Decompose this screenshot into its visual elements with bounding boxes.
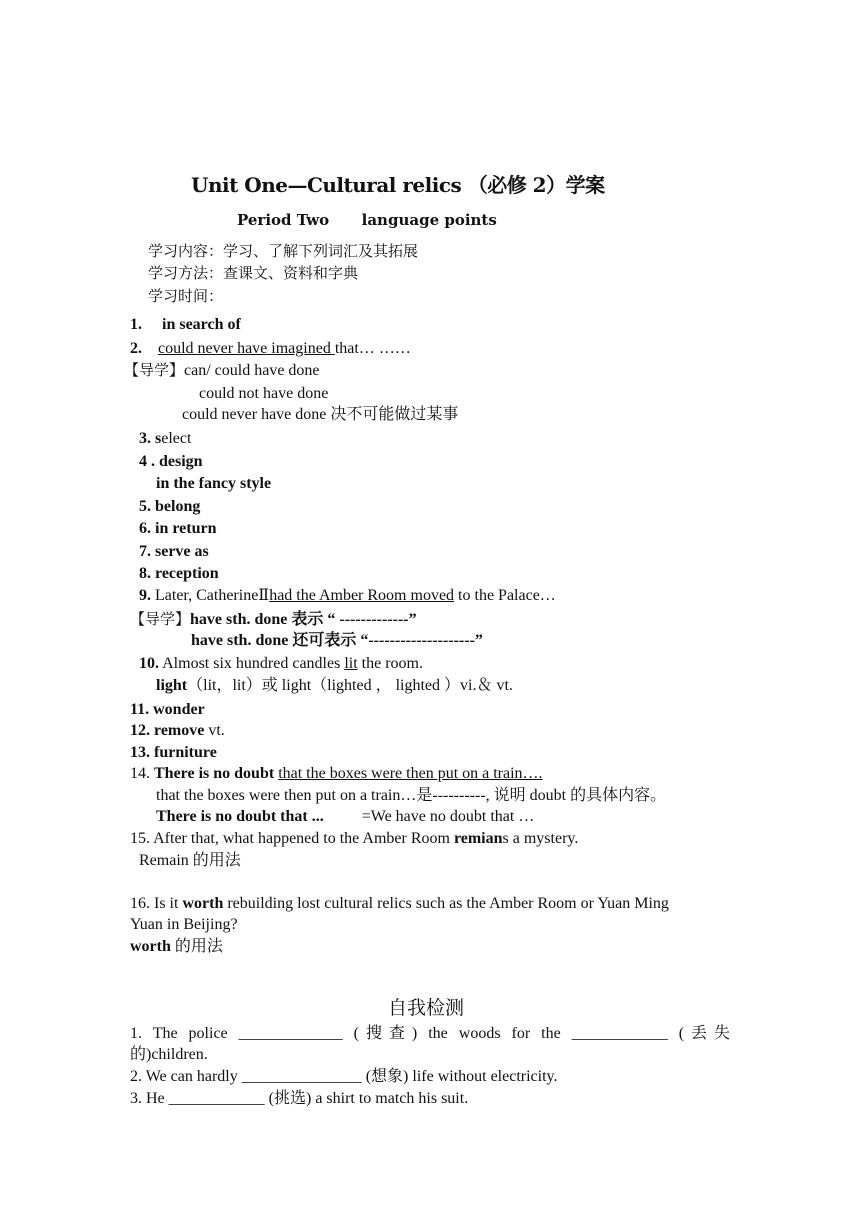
item-14 — [130, 764, 543, 784]
item-16-line-2: Yuan in Beijing? — [130, 916, 238, 933]
item-10 — [139, 654, 423, 674]
item-11: 11. wonder — [130, 701, 205, 718]
item-text-end: rebuilding lost cultural relics such as the Amber Room or Yuan Ming — [223, 895, 669, 912]
study-method: 学习方法：查课文、资料和字典 — [148, 264, 359, 282]
item-15-sub: Remain 的用法 — [139, 852, 241, 869]
guide-line-3: could never have done 决不可能做过某事 — [182, 406, 459, 423]
item-underlined-text: had the Amber Room moved — [269, 587, 455, 604]
study-content: 学习内容：学习、了解下列词汇及其拓展 — [148, 242, 419, 260]
item-10-sub — [156, 676, 513, 696]
item-bold-text: 3. s — [139, 430, 162, 447]
item-bold-text: remian — [453, 830, 503, 847]
item-text-end: to the Palace… — [454, 587, 556, 604]
item-underlined-text: that the boxes were then put on a train…. — [278, 765, 543, 782]
item-14-sub-1: that the boxes were then put on a train…是----------, 说明 doubt 的具体内容。 — [156, 787, 667, 804]
item-number: 1. — [130, 316, 142, 333]
guide-tag: 【导学】 — [130, 610, 191, 628]
item-text: that… …… — [334, 340, 411, 357]
item-number: 9. — [139, 587, 151, 604]
item-text: =We have no doubt that … — [361, 808, 535, 825]
item-text: in search of — [162, 316, 241, 333]
guide2-line-2: have sth. done 还可表示 “--------------------” — [191, 632, 483, 649]
item-7: 7. serve as — [139, 543, 209, 560]
item-15 — [130, 829, 578, 849]
guide2-line-1 — [130, 609, 417, 630]
item-13: 13. furniture — [130, 744, 217, 761]
guide-text: have sth. done 表示 “ -------------” — [190, 611, 417, 628]
item-5: 5. belong — [139, 498, 201, 515]
item-4: 4 . design — [139, 453, 203, 470]
item-underlined-text: lit — [344, 655, 358, 672]
item-bold-text: There is no doubt — [154, 765, 275, 782]
guide-tag: 【导学】 — [124, 361, 185, 379]
item-4-sub: in the fancy style — [156, 475, 272, 492]
document-subtitle — [237, 210, 497, 230]
item-text: 15. After that, what happened to the Amber Room — [130, 830, 454, 847]
item-bold-text: There is no doubt that ... — [156, 808, 324, 825]
item-9 — [139, 586, 556, 606]
topic-label: language points — [361, 211, 497, 229]
item-number: 2. — [130, 340, 142, 357]
item-12 — [130, 721, 225, 741]
study-time: 学习时间： — [148, 287, 224, 305]
exercise-2: 2. We can hardly _______________ (想象) life without electricity. — [130, 1068, 558, 1085]
item-number: 14. — [130, 765, 154, 782]
document-title: Unit One—Cultural relics （必修 2）学案 — [191, 173, 605, 197]
item-14-sub-2 — [156, 807, 534, 827]
guide-text: can/ could have done — [184, 362, 320, 379]
item-text: Almost six hundred candles — [159, 655, 345, 672]
item-text: 的用法 — [170, 938, 223, 955]
guide-line-1 — [124, 360, 320, 381]
exercise-1-line-2: 的)children. — [130, 1046, 208, 1063]
period-label: Period Two — [237, 211, 330, 229]
item-text-end: s a mystery. — [502, 830, 579, 847]
guide-line-2: could not have done — [199, 385, 329, 402]
item-bold-text: light — [156, 677, 188, 694]
item-16-sub — [130, 937, 223, 957]
item-text: 16. Is it — [130, 895, 183, 912]
exercise-1-line-1: 1. The police _____________ (搜查) the woods for the ____________ (丢失 — [130, 1025, 730, 1042]
exercise-3: 3. He ____________ (挑选) a shirt to match his suit. — [130, 1090, 469, 1107]
item-text: vt. — [204, 722, 225, 739]
item-1 — [130, 315, 241, 335]
item-text-end: the room. — [357, 655, 423, 672]
item-3 — [139, 429, 191, 449]
item-6: 6. in return — [139, 520, 217, 537]
item-text: elect — [161, 430, 192, 447]
item-number: 10. — [139, 655, 159, 672]
self-check-heading: 自我检测 — [388, 997, 465, 1019]
item-underlined-text: could never have imagined — [158, 340, 335, 357]
item-text: （lit，lit）或 light（lighted ， lighted ）vi.＆ vt. — [187, 677, 513, 694]
item-bold-text: 12. remove — [130, 722, 205, 739]
item-2 — [130, 339, 411, 359]
item-bold-text: worth — [130, 938, 171, 955]
item-bold-text: worth — [182, 895, 224, 912]
item-16 — [130, 894, 669, 914]
item-8: 8. reception — [139, 565, 219, 582]
item-text: Later, CatherineⅡ — [151, 587, 270, 604]
